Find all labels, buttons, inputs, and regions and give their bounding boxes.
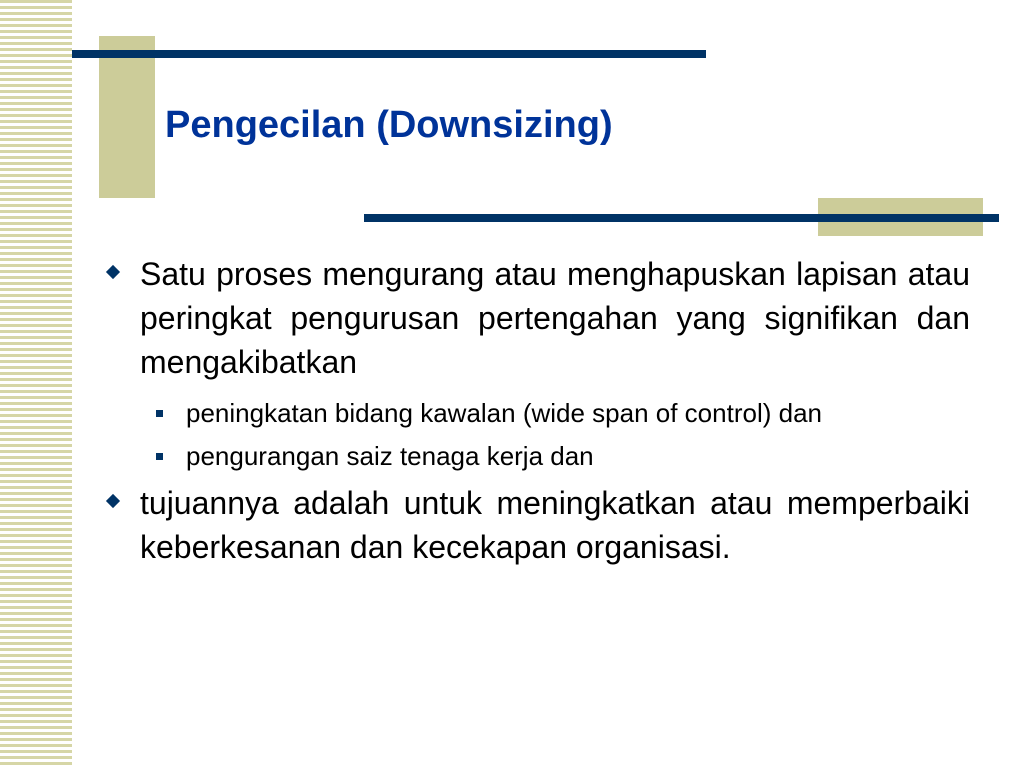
diamond-bullet-icon (106, 265, 120, 279)
title-rule-bottom (364, 214, 999, 222)
accent-block-left (99, 36, 155, 198)
sub-bullet-text: peningkatan bidang kawalan (wide span of control) dan (186, 398, 822, 428)
square-bullet-icon (156, 410, 163, 417)
title-rule-top (72, 50, 706, 58)
bullet-text: tujuannya adalah untuk meningkatkan atau memperbaiki keberkesanan dan kecekapan organisasi. (140, 485, 970, 565)
bullet-text: Satu proses mengurang atau menghapuskan lapisan atau peringkat pengurusan pertengahan yang signifikan dan mengakibatkan (140, 256, 970, 380)
sub-bullet-item (104, 439, 970, 473)
sub-bullet-text: pengurangan saiz tenaga kerja dan (186, 441, 594, 471)
sub-bullet-item (104, 396, 970, 430)
bullet-item (104, 252, 970, 384)
square-bullet-icon (156, 453, 163, 460)
bullet-item (104, 481, 970, 569)
decorative-stripe-band (0, 0, 72, 768)
slide-title: Pengecilan (Downsizing) (165, 104, 613, 146)
diamond-bullet-icon (106, 494, 120, 508)
slide-body (104, 252, 970, 569)
